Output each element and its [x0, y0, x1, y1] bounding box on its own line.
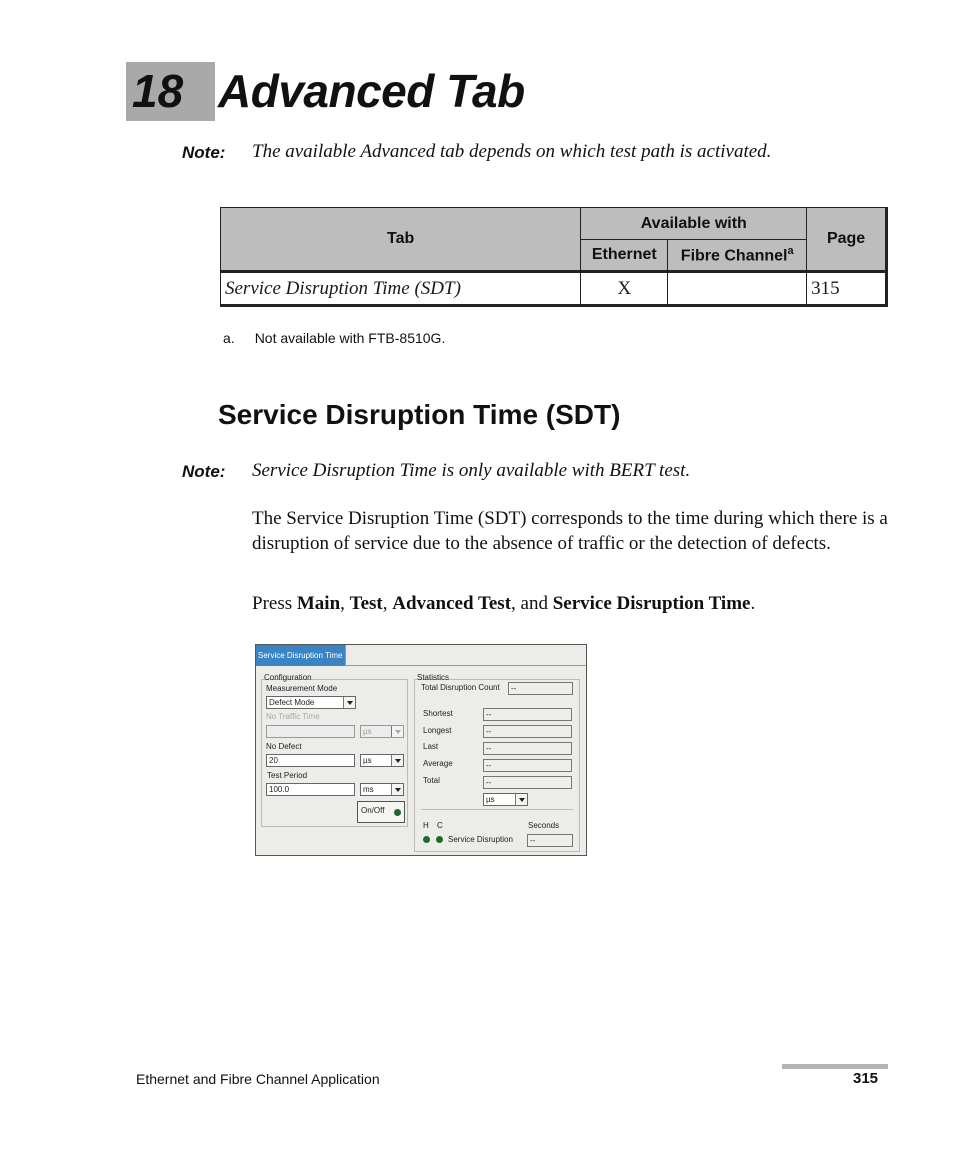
no-defect-label: No Defect — [266, 742, 302, 751]
footer-title: Ethernet and Fibre Channel Application — [136, 1071, 380, 1087]
body-paragraph: The Service Disruption Time (SDT) corresponds to the time during which there is a disruption of service due to the absence of traffic or the detection of defects. — [252, 508, 888, 554]
header-available-with: Available with — [581, 208, 807, 240]
header-ethernet: Ethernet — [581, 240, 668, 272]
shortest-label: Shortest — [423, 709, 453, 718]
no-defect-input[interactable]: 20 — [266, 754, 355, 767]
header-fibre-channel: Fibre Channel$^a$ — [668, 240, 807, 272]
footnote-marker: a — [787, 244, 794, 257]
sdt-screenshot — [255, 644, 587, 856]
statistics-title: Statistics — [417, 673, 450, 682]
measurement-mode-label: Measurement Mode — [266, 684, 338, 693]
history-led-icon — [423, 836, 430, 843]
no-defect-unit-select[interactable]: µs — [360, 754, 404, 767]
chevron-down-icon — [391, 784, 403, 795]
note-label-2: Note: — [182, 462, 226, 481]
onoff-button[interactable]: On/Off — [357, 801, 405, 823]
no-traffic-time-label: No Traffic Time — [266, 712, 320, 721]
footer-page-number: 315 — [853, 1070, 879, 1087]
test-period-unit-select[interactable]: ms — [360, 783, 404, 796]
measurement-mode-select[interactable]: Defect Mode — [266, 696, 356, 709]
table-row — [221, 272, 887, 306]
seconds-value: -- — [527, 834, 573, 847]
seconds-label: Seconds — [528, 821, 560, 830]
availability-table — [220, 207, 888, 307]
chevron-down-icon — [391, 726, 403, 737]
chapter-title: Advanced Tab — [218, 65, 525, 117]
tab-service-disruption-time[interactable]: Service Disruption Time — [256, 645, 345, 666]
service-disruption-label: Service Disruption — [448, 835, 513, 844]
header-tab: Tab — [221, 208, 581, 272]
no-traffic-unit-select[interactable]: µs — [360, 725, 404, 738]
c-label: C — [437, 821, 443, 830]
note-text-2: Service Disruption Time is only available with BERT test. — [252, 460, 691, 481]
configuration-title: Configuration — [264, 673, 312, 682]
status-led-icon — [394, 809, 401, 816]
longest-value: -- — [483, 725, 572, 738]
tab-divider — [345, 645, 346, 666]
footnote-letter: a. — [223, 330, 235, 346]
note-label: Note: — [182, 143, 226, 162]
press-instruction: Press Main, Test, Advanced Test, and Service Disruption Time. — [252, 593, 756, 614]
h-label: H — [423, 821, 429, 830]
chapter-number: 18 — [132, 65, 184, 117]
total-disruption-count-label: Total Disruption Count — [421, 683, 500, 692]
total-disruption-count-value: -- — [508, 682, 573, 695]
current-led-icon — [436, 836, 443, 843]
no-traffic-time-input[interactable] — [266, 725, 355, 738]
total-value: -- — [483, 776, 572, 789]
shortest-value: -- — [483, 708, 572, 721]
press-sdt: Service Disruption Time — [552, 593, 751, 614]
footnote-text: Not available with FTB-8510G. — [254, 330, 446, 346]
row-tab: Service Disruption Time (SDT) — [221, 272, 581, 306]
tab-bar — [256, 645, 586, 666]
average-label: Average — [423, 759, 453, 768]
longest-label: Longest — [423, 726, 452, 735]
average-value: -- — [483, 759, 572, 772]
note-text: The available Advanced tab depends on which test path is activated. — [252, 141, 772, 162]
chevron-down-icon — [343, 697, 355, 708]
chevron-down-icon — [515, 794, 527, 805]
last-value: -- — [483, 742, 572, 755]
footer-bar — [782, 1064, 888, 1069]
press-test: Test — [349, 593, 383, 614]
row-fibre — [668, 272, 807, 306]
press-main: Main — [296, 593, 341, 614]
press-advanced-test: Advanced Test — [392, 593, 512, 614]
section-title: Service Disruption Time (SDT) — [218, 399, 621, 430]
last-label: Last — [423, 742, 439, 751]
stats-unit-select[interactable]: µs — [483, 793, 528, 806]
test-period-label: Test Period — [267, 771, 308, 780]
row-ethernet: X — [581, 272, 668, 306]
footnote — [223, 330, 445, 346]
row-page: 315 — [807, 272, 887, 306]
stats-separator — [421, 809, 573, 810]
chevron-down-icon — [391, 755, 403, 766]
test-period-input[interactable]: 100.0 — [266, 783, 355, 796]
header-page: Page — [807, 208, 887, 272]
total-label: Total — [423, 776, 440, 785]
